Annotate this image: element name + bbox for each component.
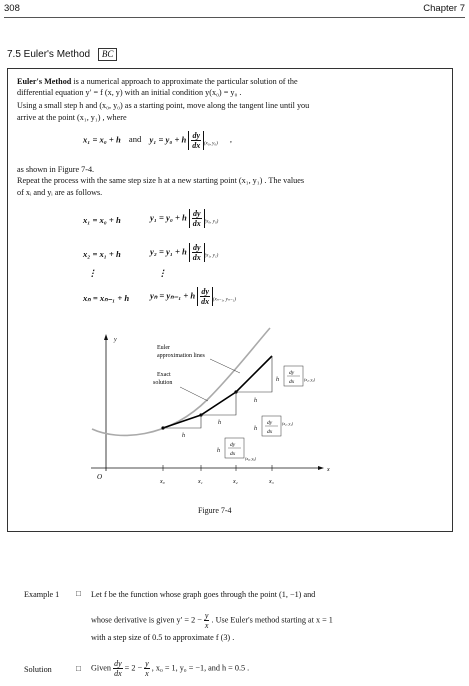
- example-frac-den: x: [204, 621, 209, 630]
- slope-1-dy: dy: [267, 420, 273, 426]
- h-label-0: h: [182, 433, 185, 439]
- def-line-1-text: is a numerical approach to approximate the particular solution of the: [71, 77, 298, 86]
- exact-label-1: Exact: [157, 372, 171, 378]
- dx: dx: [192, 253, 201, 262]
- example-line-2: [91, 611, 333, 630]
- dx: dx: [201, 297, 210, 306]
- def-line-3: Using a small step h and (x₀, y₀) as a starting point, move along the tangent line until you: [17, 101, 310, 110]
- bc-tag: BC: [98, 48, 118, 61]
- def-line-2: differential equation y′ = f (x, y) with an initial condition y(x₀) = y₀ .: [17, 88, 242, 97]
- example-line-1: Let f be the function whose graph goes through the point (1, −1) and: [91, 590, 316, 599]
- tick-label-x1: x₁: [198, 479, 203, 485]
- chapter-label: Chapter 7: [423, 3, 465, 14]
- euler-leader: [210, 359, 240, 373]
- term-euler: Euler's Method: [17, 77, 72, 86]
- section-title: 7.5 Euler's Method: [7, 49, 91, 60]
- eq2-left: x₂ = x₁ + h: [83, 249, 121, 259]
- solution-bullet: □: [76, 664, 81, 673]
- eq2-sub: (x₁, y₁): [204, 253, 219, 259]
- slope-1-sub: (x₁, y₁): [282, 421, 293, 426]
- slope-1-dx: dx: [267, 429, 273, 435]
- exact-solution-curve: [92, 328, 270, 435]
- eqn-sub: (xₙ₋₁, yₙ₋₁): [212, 297, 236, 303]
- page-number: 308: [4, 3, 20, 14]
- h-label-2: h: [254, 398, 257, 404]
- def-line-4: arrive at the point (x₁, y₁) , where: [17, 113, 127, 122]
- origin-label: O: [97, 473, 103, 481]
- figure-7-4: [8, 69, 454, 533]
- solution-rest: , x₀ = 1, y₀ = −1, and h = 0.5 .: [151, 663, 250, 673]
- slope-0-dx: dx: [230, 451, 236, 457]
- solution-eq: = 2 −: [124, 663, 143, 673]
- y-axis-label: y: [114, 337, 117, 343]
- solution-line: [91, 659, 249, 678]
- example-bullet: □: [76, 589, 81, 598]
- x-axis-arrow: [318, 466, 324, 470]
- intro-and: and: [128, 134, 142, 145]
- tick-label-x0: x₀: [160, 479, 165, 485]
- dy: dy: [192, 209, 201, 218]
- euler-label-2: approximation lines: [157, 353, 205, 359]
- h-label-1: h: [218, 420, 221, 426]
- slope-0-dy: dy: [230, 442, 236, 448]
- example-frac-num: y: [204, 611, 209, 620]
- tick-label-x2: x₂: [233, 479, 238, 485]
- x-axis-label: x: [327, 467, 330, 473]
- eq1-left: x₁ = x₀ + h: [83, 215, 121, 225]
- page-header: [4, 2, 465, 16]
- eqn-right-text: yₙ = yₙ₋₁ + h: [150, 290, 196, 301]
- solution-y: y: [145, 659, 149, 668]
- figure-caption: Figure 7-4: [198, 506, 232, 515]
- solution-yx: [144, 659, 150, 678]
- eq2-right-text: y₂ = y₁ + h: [150, 246, 187, 257]
- slope-2-sub: (x₂, y₂): [304, 377, 315, 382]
- eqn-left: xₙ = xₙ₋₁ + h: [83, 293, 130, 303]
- exact-label-2: solution: [153, 380, 173, 386]
- intro-comma: ,: [229, 134, 233, 145]
- slope-2-dx: dx: [289, 379, 295, 385]
- solution-dydx: [113, 659, 123, 678]
- dy: dy: [201, 287, 209, 296]
- example-frac: [204, 611, 210, 630]
- vdots-right: ⋮: [158, 268, 167, 278]
- intro-y-eq: y₁ = y₀ + h: [149, 134, 187, 145]
- def-line-7: of xᵢ and yᵢ are as follows.: [17, 188, 103, 197]
- intro-sub: (x₀, y₀): [204, 141, 218, 147]
- def-line-6: Repeat the process with the same step size h at a new starting point (x₁, y₁) . The values: [17, 176, 305, 185]
- solution-dx: dx: [114, 669, 122, 678]
- solution-given: Given: [91, 663, 112, 673]
- slope-2-dy: dy: [289, 370, 295, 376]
- y-axis-arrow: [104, 334, 108, 340]
- euler-label-1: Euler: [157, 345, 170, 351]
- solution-x: x: [145, 669, 149, 678]
- definition-box: [7, 68, 453, 532]
- dy: dy: [192, 131, 201, 140]
- def-line-5: as shown in Figure 7-4.: [17, 165, 95, 174]
- example-label: Example 1: [24, 590, 60, 599]
- h-slope-2: h: [276, 377, 279, 383]
- tick-label-x3: x₃: [269, 479, 274, 485]
- example-line-2b: . Use Euler's method starting at x = 1: [211, 615, 333, 625]
- dy: dy: [192, 243, 201, 252]
- dx: dx: [192, 141, 201, 150]
- dx: dx: [192, 219, 201, 228]
- h-slope-0: h: [217, 448, 220, 454]
- exact-leader: [180, 387, 208, 401]
- solution-dy: dy: [114, 659, 122, 668]
- section-heading: [7, 48, 117, 61]
- solution-label: Solution: [24, 665, 52, 674]
- h-slope-1: h: [254, 426, 257, 432]
- intro-x-eq: x₁ = x₀ + h: [83, 134, 121, 145]
- header-rule: [4, 17, 465, 18]
- eq1-sub: (x₀, y₀): [204, 219, 219, 225]
- eq1-right-text: y₁ = y₀ + h: [150, 212, 187, 223]
- slope-0-sub: (x₀, y₀): [245, 456, 256, 461]
- example-line-2a: whose derivative is given y′ = 2 −: [91, 615, 202, 625]
- vdots-left: ⋮: [88, 268, 97, 278]
- example-line-3: with a step size of 0.5 to approximate f (3) .: [91, 633, 235, 642]
